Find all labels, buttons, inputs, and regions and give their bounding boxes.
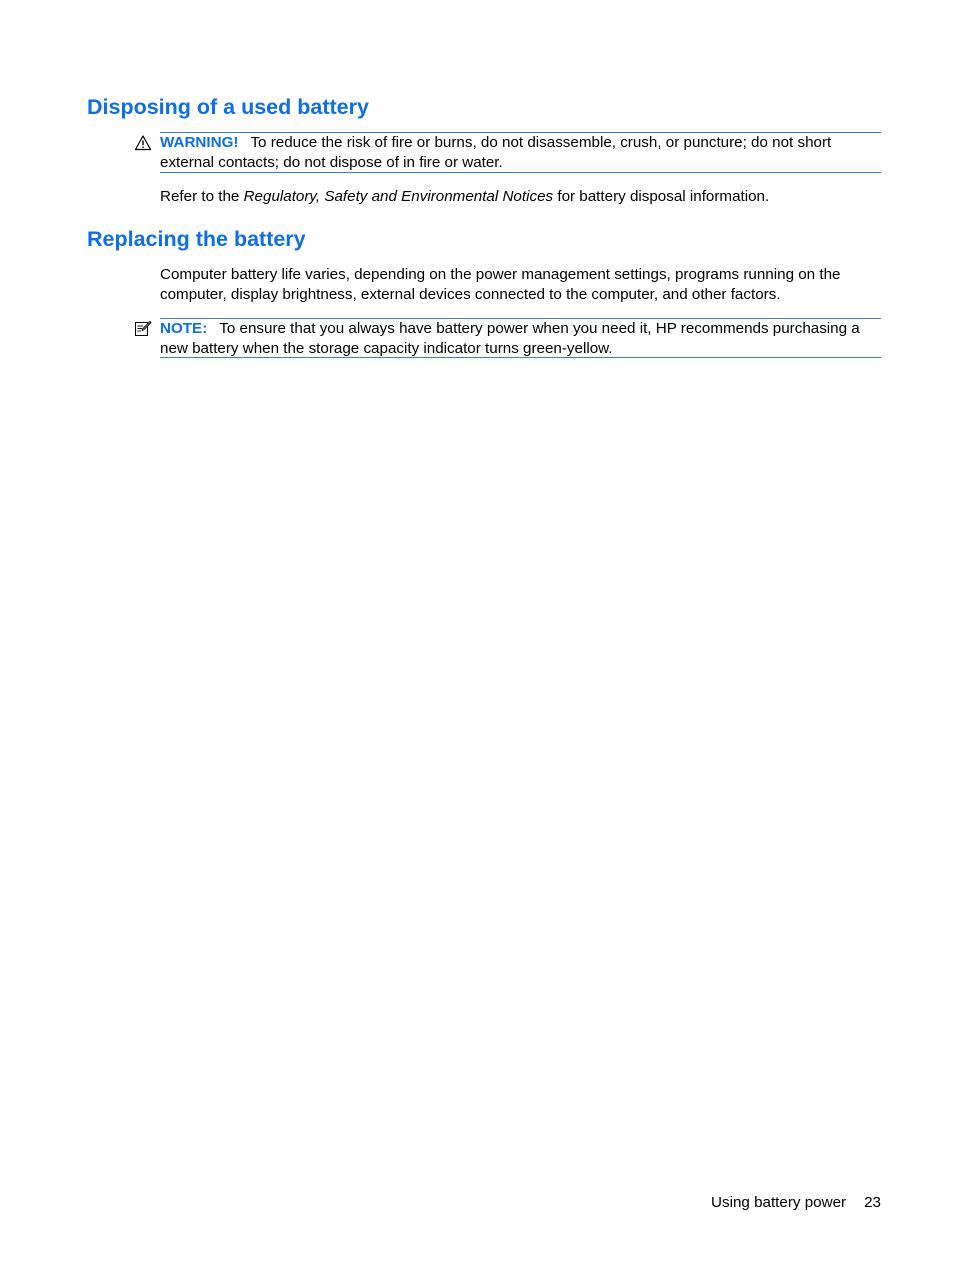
section-heading-replacing: Replacing the battery: [87, 227, 306, 251]
regulatory-notices-title: Regulatory, Safety and Environmental Notices: [243, 188, 554, 205]
warning-label: WARNING!: [160, 134, 239, 151]
refer-text-before: Refer to the: [160, 188, 244, 205]
refer-text-after: for battery disposal information.: [553, 188, 770, 205]
note-callout: [160, 318, 881, 358]
warning-text: To reduce the risk of fire or burns, do not disassemble, crush, or puncture; do not short external contacts; do not dispose of in fire or water.: [160, 134, 832, 171]
note-text: To ensure that you always have battery power when you need it, HP recommends purchasing a new battery when the storage capacity indicator turns green-yellow.: [160, 320, 860, 357]
page-footer: [711, 1193, 881, 1212]
note-label: NOTE:: [160, 320, 208, 337]
warning-callout: [160, 132, 881, 173]
footer-section-name: Using battery power: [711, 1194, 847, 1211]
section-heading-disposing: Disposing of a used battery: [87, 95, 369, 119]
refer-paragraph: [160, 187, 885, 207]
note-pencil-icon: [134, 320, 152, 338]
warning-triangle-icon: [134, 134, 152, 152]
page-number: 23: [864, 1194, 881, 1211]
battery-life-paragraph: Computer battery life varies, depending on the power management settings, programs running on the computer, display brightness, external devices connected to the computer, and other factors.: [160, 266, 841, 303]
